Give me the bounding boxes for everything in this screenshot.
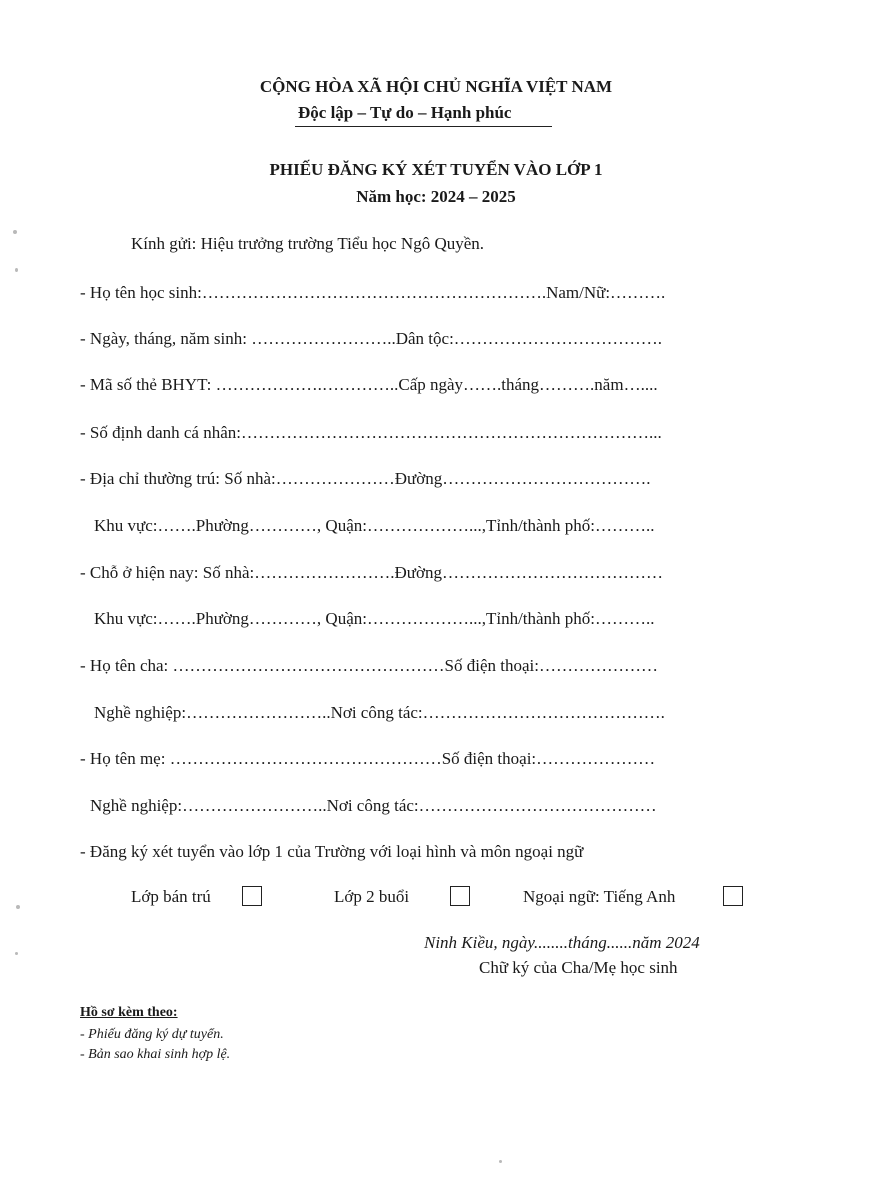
field-birth-date: - Ngày, tháng, năm sinh: ……………………..Dân tộc:……………………………….: [80, 329, 663, 348]
option-boarding-checkbox[interactable]: [242, 886, 262, 906]
field-personal-id: - Số định danh cá nhân:………………………………………………………………...: [80, 423, 662, 442]
option-two-sessions-label: Lớp 2 buổi: [334, 887, 410, 906]
field-current-address: - Chỗ ở hiện nay: Số nhà:…………………….Đường…………………………………: [80, 563, 663, 582]
scan-speck: [16, 905, 20, 909]
attachments-heading: Hồ sơ kèm theo:: [80, 1005, 178, 1020]
nation-header: CỘNG HÒA XÃ HỘI CHỦ NGHĨA VIỆT NAM: [259, 77, 613, 96]
option-english-label: Ngoại ngữ: Tiếng Anh: [523, 887, 676, 906]
field-mother-name: - Họ tên mẹ: …………………………………………Số điện thoại:…………………: [80, 749, 656, 768]
field-register: - Đăng ký xét tuyển vào lớp 1 của Trường với loại hình và môn ngoại ngữ: [80, 842, 584, 861]
scan-speck: [13, 230, 17, 234]
option-two-sessions-checkbox[interactable]: [450, 886, 470, 906]
field-student-name: - Họ tên học sinh:…………………………………………………….Nam/Nữ:……….: [80, 283, 666, 302]
field-insurance: - Mã số thẻ BHYT: ……………….…………..Cấp ngày…….tháng……….năm…....: [80, 375, 658, 394]
motto-header: Độc lập – Tự do – Hạnh phúc: [298, 103, 512, 122]
field-father-name: - Họ tên cha: …………………………………………Số điện thoại:…………………: [80, 656, 658, 675]
form-title: PHIẾU ĐĂNG KÝ XÉT TUYỂN VÀO LỚP 1: [269, 160, 603, 179]
field-current-area: Khu vực:…….Phường…………, Quận:………………...,Tỉnh/thành phố:………..: [94, 609, 655, 628]
motto-underline: [295, 126, 552, 127]
scan-speck: [15, 952, 18, 955]
greeting: Kính gửi: Hiệu trưởng trường Tiểu học Ngô Quyền.: [131, 234, 485, 253]
attachment-item: - Bản sao khai sinh hợp lệ.: [80, 1047, 231, 1062]
school-year: Năm học: 2024 – 2025: [356, 187, 516, 206]
scan-speck: [15, 268, 18, 272]
field-permanent-area: Khu vực:…….Phường…………, Quận:………………...,Tỉnh/thành phố:………..: [94, 516, 655, 535]
signature-place-date: Ninh Kiều, ngày........tháng......năm 2024: [424, 933, 700, 952]
option-english-checkbox[interactable]: [723, 886, 743, 906]
attachment-item: - Phiếu đăng ký dự tuyển.: [80, 1027, 224, 1042]
field-father-job: Nghề nghiệp:……………………..Nơi công tác:…………………………………….: [94, 703, 665, 722]
field-permanent-address: - Địa chỉ thường trú: Số nhà:…………………Đường……………………………….: [80, 469, 651, 488]
field-mother-job: Nghề nghiệp:……………………..Nơi công tác:……………………………………: [90, 796, 657, 815]
scan-speck: [499, 1160, 502, 1163]
signature-signer: Chữ ký của Cha/Mẹ học sinh: [479, 958, 678, 977]
option-boarding-label: Lớp bán trú: [131, 887, 211, 906]
